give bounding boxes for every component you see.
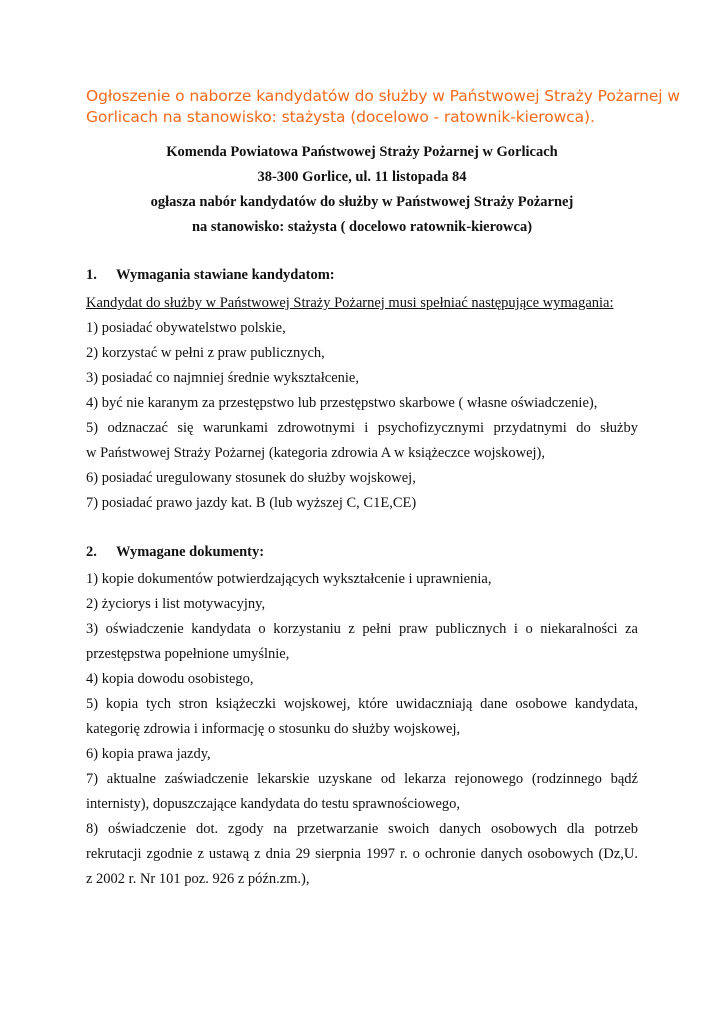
document-item: 1) kopie dokumentów potwierdzających wykształcenie i uprawnienia,	[86, 571, 492, 587]
requirement-item: 3) posiadać co najmniej średnie wykształcenie,	[86, 370, 359, 386]
header-line-1: Komenda Powiatowa Państwowej Straży Pożarnej w Gorlicach	[166, 144, 558, 160]
header-line-3: ogłasza nabór kandydatów do służby w Państwowej Straży Pożarnej	[150, 194, 574, 210]
requirement-item: 2) korzystać w pełni z praw publicznych,	[86, 345, 325, 361]
section-2-number: 2.	[86, 544, 97, 560]
announcement-title	[86, 86, 680, 128]
requirement-item: 6) posiadać uregulowany stosunek do służby wojskowej,	[86, 470, 416, 486]
document-item: 4) kopia dowodu osobistego,	[86, 671, 254, 687]
section-1-heading	[86, 267, 335, 284]
document-item-continued: internisty), dopuszczające kandydata do testu sprawnościowego,	[86, 796, 461, 812]
document-item: 5) kopia tych stron książeczki wojskowej, które uwidaczniają dane osobowe kandydata,	[86, 696, 638, 712]
document-item-continued: z 2002 r. Nr 101 poz. 926 z późn.zm.),	[86, 871, 310, 887]
header-line-2: 38-300 Gorlice, ul. 11 listopada 84	[257, 169, 467, 185]
title-line-2: Gorlicach na stanowisko: stażysta (docelowo - ratownik-kierowca).	[86, 108, 595, 126]
requirement-item: 1) posiadać obywatelstwo polskie,	[86, 320, 286, 336]
requirement-item-continued: w Państwowej Straży Pożarnej (kategoria zdrowia A w książeczce wojskowej),	[86, 445, 546, 461]
document-item-continued: rekrutacji zgodnie z ustawą z dnia 29 sierpnia 1997 r. o ochronie danych osobowych (Dz,U.	[86, 846, 638, 862]
header-line-4: na stanowisko: stażysta ( docelowo ratownik-kierowca)	[191, 219, 533, 235]
section-1-intro: Kandydat do służby w Państwowej Straży Pożarnej musi spełniać następujące wymagania:	[86, 295, 614, 311]
section-2-title: Wymagane dokumenty:	[116, 544, 265, 560]
document-item-continued: przestępstwa popełnione umyślnie,	[86, 646, 290, 662]
document-item-continued: kategorię zdrowia i informację o stosunku do służby wojskowej,	[86, 721, 461, 737]
section-1-number: 1.	[86, 267, 97, 283]
document-item: 8) oświadczenie dot. zgody na przetwarzanie swoich danych osobowych dla potrzeb	[86, 821, 638, 837]
document-item: 3) oświadczenie kandydata o korzystaniu z pełni praw publicznych i o niekaralności za	[86, 621, 638, 637]
requirement-item: 4) być nie karanym za przestępstwo lub przestępstwo skarbowe ( własne oświadczenie),	[86, 395, 598, 411]
document-item: 2) życiorys i list motywacyjny,	[86, 596, 266, 612]
document-item: 7) aktualne zaświadczenie lekarskie uzyskane od lekarza rejonowego (rodzinnego bądź	[86, 771, 638, 787]
section-1-title: Wymagania stawiane kandydatom:	[116, 267, 335, 283]
title-line-1: Ogłoszenie o naborze kandydatów do służby w Państwowej Straży Pożarnej w	[86, 87, 680, 105]
section-2-heading	[86, 544, 264, 561]
document-item: 6) kopia prawa jazdy,	[86, 746, 211, 762]
requirement-item: 7) posiadać prawo jazdy kat. B (lub wyższej C, C1E,CE)	[86, 495, 417, 511]
requirement-item: 5) odznaczać się warunkami zdrowotnymi i psychofizycznymi przydatnymi do służby	[86, 420, 638, 436]
